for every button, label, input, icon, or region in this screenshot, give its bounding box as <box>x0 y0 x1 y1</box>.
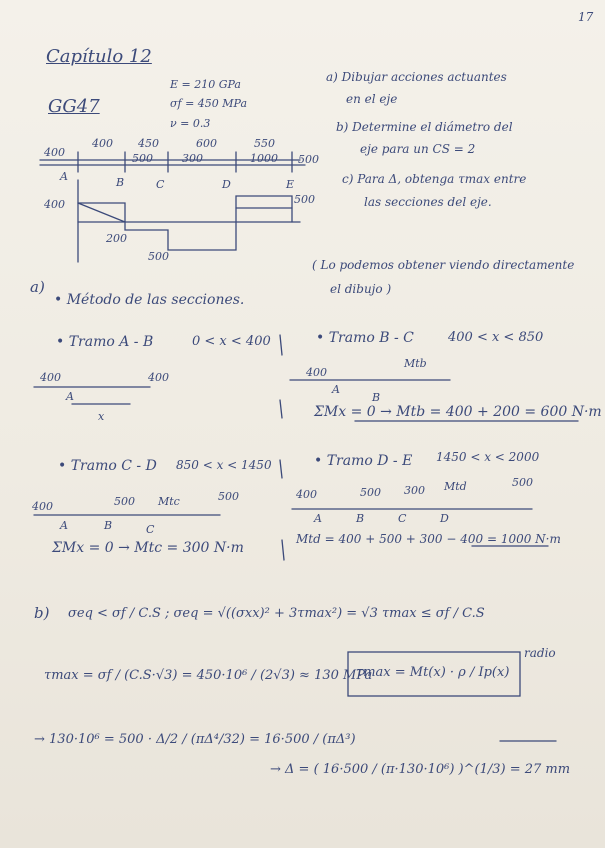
point-label: A <box>60 170 68 183</box>
tramo-cd-load: 500 <box>114 495 135 508</box>
tramo-bc-load: 400 <box>306 366 327 379</box>
tramo-de-title: • Tramo D - E <box>314 453 413 469</box>
tau-max-line: τmax = σf / (C.S·√3) = 450·10⁶ / (2√3) ≈ 130 MPa <box>44 668 373 683</box>
torque-label: 300 <box>182 152 203 165</box>
task-line: c) Para Δ, obtenga τmax entre <box>342 172 527 186</box>
given-nu: ν = 0.3 <box>170 117 211 130</box>
tramo-cd-load: 500 <box>218 490 239 503</box>
tramo-cd-point: A <box>60 519 68 532</box>
tramo-de-point: A <box>314 512 322 525</box>
given-e: E = 210 GPa <box>170 78 241 91</box>
torque-label: 500 <box>132 152 153 165</box>
point-label: D <box>222 178 231 191</box>
tramo-de-range: 1450 < x < 2000 <box>436 450 540 464</box>
tramo-ab-load: 400 <box>148 371 169 384</box>
tramo-ab-title: • Tramo A - B <box>56 334 154 350</box>
chapter-title: Capítulo 12 <box>46 46 152 67</box>
diameter-equation: → 130·10⁶ = 500 · Δ/2 / (πΔ⁴/32) = 16·500 / (πΔ³) <box>34 732 356 747</box>
tramo-de-load: 400 <box>296 488 317 501</box>
torque-label: 1000 <box>250 152 278 165</box>
tramo-ab-load: 400 <box>40 371 61 384</box>
task-line: eje para un CS = 2 <box>360 142 476 156</box>
tramo-bc-range: 400 < x < 850 <box>448 330 544 345</box>
tramo-bc-title: • Tramo B - C <box>316 330 414 346</box>
tramo-ab-range: 0 < x < 400 <box>192 334 271 349</box>
equivalent-stress-criterion: σeq < σf / C.S ; σeq = √((σxx)² + 3τmax²) = √3 τmax ≤ σf / C.S <box>68 606 485 621</box>
length-label: 400 <box>92 137 113 150</box>
length-label: 550 <box>254 137 275 150</box>
tramo-de-load: 500 <box>360 486 381 499</box>
note-line: el dibujo ) <box>330 282 392 296</box>
tramo-bc-moment: Mtb <box>404 357 427 370</box>
torque-diagram <box>78 180 300 262</box>
tramo-bc-equation: ΣMx = 0 → Mtb = 400 + 200 = 600 N·m <box>314 404 602 420</box>
radio-label: radio <box>524 646 556 660</box>
diagram-value: 500 <box>294 193 315 206</box>
tramo-ab-point: A <box>66 390 74 403</box>
point-label: B <box>116 176 125 189</box>
tramo-de-load: 300 <box>404 484 425 497</box>
tramo-cd-load: 400 <box>32 500 53 513</box>
torque-label: 500 <box>298 153 319 166</box>
tau-formula: τmax = Mt(x) · ρ / Ip(x) <box>356 665 510 680</box>
part-b-label: b) <box>34 604 50 622</box>
given-sigma: σf = 450 MPa <box>170 97 248 110</box>
tramo-cd-title: • Tramo C - D <box>58 458 157 474</box>
tramo-de-point: D <box>440 512 449 525</box>
task-line: b) Determine el diámetro del <box>336 120 513 134</box>
task-line: a) Dibujar acciones actuantes <box>326 70 507 84</box>
tramo-de-load: Mtd <box>444 480 467 493</box>
diameter-result: → Δ = ( 16·500 / (π·130·10⁶) )^(1/3) = 27 mm <box>270 762 571 777</box>
tramo-cd-equation: ΣMx = 0 → Mtc = 300 N·m <box>52 540 244 556</box>
tramo-cd-point: C <box>146 523 155 536</box>
tramo-cd-load: Mtc <box>158 495 180 508</box>
length-label: 450 <box>138 137 159 150</box>
point-label: E <box>286 178 295 191</box>
method-heading: • Método de las secciones. <box>54 292 245 308</box>
task-line: las secciones del eje. <box>364 195 492 209</box>
tramo-de-equation: Mtd = 400 + 500 + 300 − 400 = 1000 N·m <box>296 532 561 546</box>
torque-label: 400 <box>44 146 65 159</box>
point-label: C <box>156 178 165 191</box>
tramo-de-load: 500 <box>512 476 533 489</box>
note-line: ( Lo podemos obtener viendo directamente <box>312 258 575 272</box>
diagram-value: 400 <box>44 198 65 211</box>
diagram-value: 200 <box>106 232 127 245</box>
task-line: en el eje <box>346 92 398 106</box>
part-a-label: a) <box>30 278 45 296</box>
tramo-cd-range: 850 < x < 1450 <box>176 458 272 472</box>
tramo-cd-point: B <box>104 519 113 532</box>
tramo-bc-point: A <box>332 383 340 396</box>
column-divider <box>280 335 282 355</box>
tramo-bc-point: B <box>372 391 381 404</box>
problem-id: GG47 <box>48 96 100 117</box>
length-label: 600 <box>196 137 217 150</box>
page-number: 17 <box>578 10 594 24</box>
tramo-ab-var: x <box>98 410 105 423</box>
tramo-de-point: B <box>356 512 365 525</box>
diagram-value: 500 <box>148 250 169 263</box>
tramo-de-point: C <box>398 512 407 525</box>
